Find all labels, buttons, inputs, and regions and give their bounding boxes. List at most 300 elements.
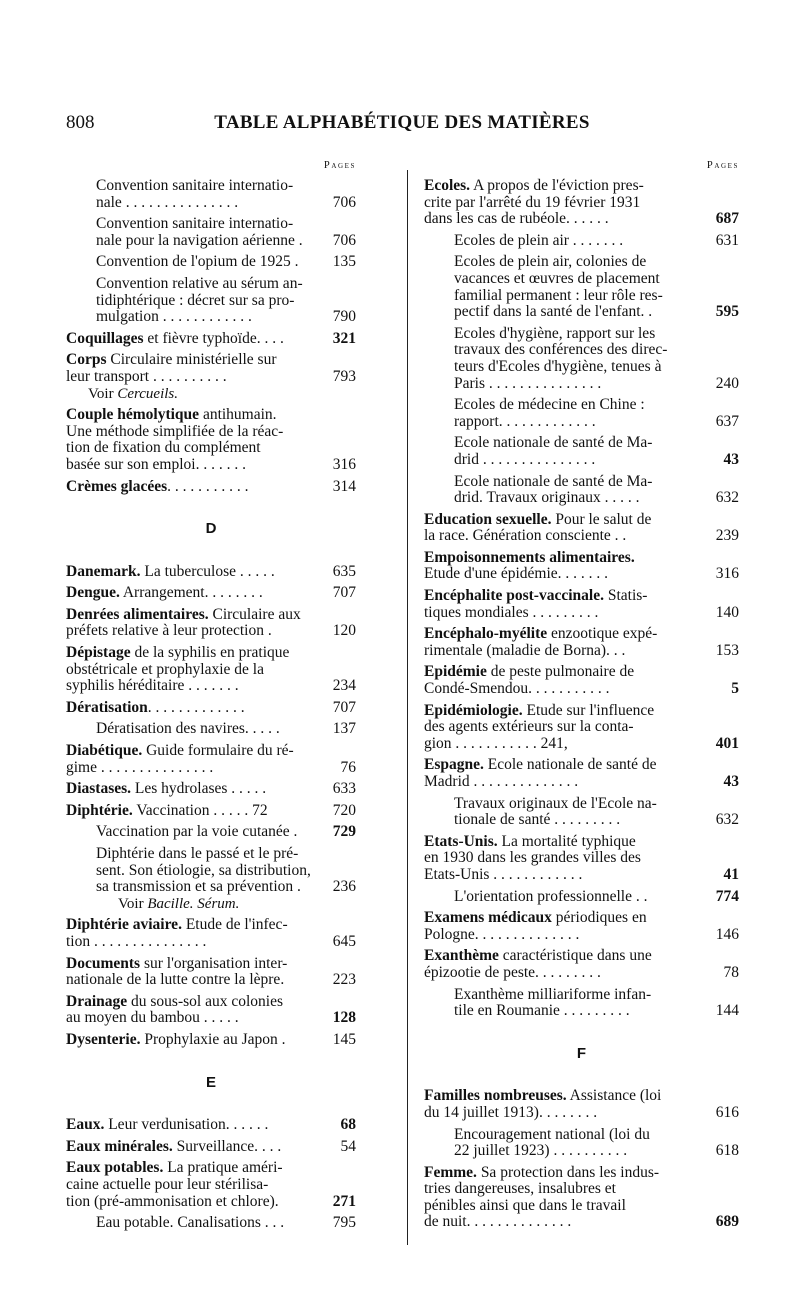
page-reference: 146 [715,925,739,943]
entry-line: rimentale (maladie de Borna). . . [424,641,626,659]
entry-line: . . . . . . . . . . . . . [147,698,245,716]
entry-line: Condé-Smendou. . . . . . . . . . . [424,680,610,698]
entry-term: Epidémie [424,663,487,681]
index-entry [424,664,739,697]
entry-text [66,331,312,348]
entry-term: Diphtérie. [66,801,133,819]
entry-line: Convention sanitaire internatio- [96,177,294,194]
entry-text [454,233,695,250]
entry-line: et fièvre typhoïde. . . . [143,329,284,347]
index-entry [66,803,356,820]
index-subentry [66,1215,356,1232]
page-reference: 795 [332,1214,356,1232]
entry-line: syphilis héréditaire . . . . . . . [66,677,239,695]
entry-line: mulgation . . . . . . . . . . . . [96,308,252,326]
entry-line: Dératisation des navires. . . . . [96,720,280,738]
entry-line: Diphtérie dans le passé et le pré- [96,845,299,862]
entry-term: Diphtérie aviaire. [66,916,182,934]
entry-text [424,626,695,659]
pages-label: Pages [706,160,739,171]
index-entry [424,550,739,583]
entry-line: Eau potable. Canalisations . . . [96,1214,285,1232]
entry-text [66,1117,312,1134]
entry-line: gion . . . . . . . . . . . 241, [424,734,568,752]
page-reference: 144 [715,1002,739,1020]
entry-term: Corps [66,351,107,369]
entry-line: de nuit. . . . . . . . . . . . . . [424,1213,572,1231]
entry-line: Arrangement. . . . . . . . [119,584,263,602]
entry-text [454,397,695,430]
index-subentry [66,276,356,326]
index-entry [66,407,356,473]
entry-text [454,435,695,468]
entry-term: Dengue. [66,584,120,602]
entry-text [66,994,312,1027]
index-entry [66,994,356,1027]
page-reference: 774 [715,887,739,905]
page-reference: 637 [715,412,739,430]
index-entry [424,834,739,884]
entry-text [96,721,312,738]
entry-line: Vaccination par la voie cutanée . [96,823,298,841]
entry-term: Empoisonnements alimentaires. [424,548,635,566]
entry-line: caractéristique dans une [498,947,652,965]
index-entry [66,564,356,581]
entry-text [424,512,695,545]
entry-term: Couple hémolytique [66,406,200,424]
entry-text [66,803,312,820]
entry-term: Espagne. [424,756,484,774]
index-entry [66,607,356,640]
entry-text [66,956,312,989]
entry-term: Crèmes glacées [66,477,168,495]
index-entry [66,917,356,950]
entry-line: Ecoles de médecine en Chine : [454,396,645,414]
entry-line: sent. Son étiologie, sa distribution, [96,861,311,879]
page-reference: 706 [332,231,356,249]
index-entry [424,703,739,753]
page-reference: 234 [332,677,356,695]
index-entry [66,1117,356,1134]
entry-line: Ecoles de plein air . . . . . . . [454,231,624,249]
index-subentry [424,397,739,430]
entry-text [96,824,312,841]
entry-line: L'orientation professionnelle . . [454,887,648,905]
page-reference: 316 [332,455,356,473]
entry-line: teurs d'Ecoles d'hygiène, tenues à [454,357,662,375]
entry-text [424,703,695,753]
index-subentry [424,254,739,320]
page-reference: 239 [715,527,739,545]
index-subentry [424,326,739,392]
entry-line: obstétricale et prophylaxie de la [66,660,264,678]
entry-line: gime . . . . . . . . . . . . . . . [66,758,214,776]
page-reference: 633 [332,780,356,798]
entry-line: Etude d'une épidémie. . . . . . . [424,565,609,583]
index-entry [66,1139,356,1156]
entry-term: Examens médicaux [424,909,552,927]
page-reference: 43 [723,450,739,468]
entry-text [96,178,312,211]
page-reference: 145 [332,1030,356,1048]
entry-text [66,564,312,581]
entry-line: tion . . . . . . . . . . . . . . . [66,932,207,950]
index-entry [66,585,356,602]
page-reference: 54 [340,1137,356,1155]
page-reference: 135 [332,253,356,271]
entry-term: Dératisation [66,698,148,716]
entry-line: drid. Travaux originaux . . . . . [454,489,640,507]
entry-line: vacances et œuvres de placement [454,269,660,287]
entry-line: en 1930 dans les grandes villes des [424,849,641,867]
entry-line: Etats-Unis . . . . . . . . . . . . [424,865,583,883]
entry-line: tries dangereuses, insalubres et [424,1180,616,1198]
index-entry [424,757,739,790]
index-entry [66,1032,356,1049]
entry-text [66,352,312,385]
entry-line: travaux des conférences des direc- [454,341,668,359]
entry-text [424,550,695,583]
entry-term: Education sexuelle. [424,510,552,528]
page-number: 808 [66,112,95,133]
entry-line: du 14 juillet 1913). . . . . . . . [424,1103,598,1121]
entry-line: 22 juillet 1923) . . . . . . . . . . [454,1142,628,1160]
entry-line: enzootique expé- [547,625,658,643]
entry-line: Convention relative au sérum an- [96,274,303,292]
entry-term: Diastases. [66,780,132,798]
entry-text [424,948,695,981]
page-header [66,112,738,142]
section-letter-heading: E [205,1073,216,1091]
entry-line: des agents extérieurs sur la conta- [424,718,634,736]
entry-text [66,645,312,695]
entry-line: épizootie de peste. . . . . . . . . [424,963,601,981]
index-entry [66,700,356,717]
page-reference: 5 [731,680,739,698]
page-reference: 645 [332,932,356,950]
page-reference: 43 [723,773,739,790]
entry-term: Exanthème [424,947,499,965]
index-column-right [424,158,739,1236]
entry-text [66,607,312,640]
page-reference: 635 [332,562,356,580]
entry-text [66,1160,312,1210]
entry-term: Dépistage [66,644,131,662]
pages-label: Pages [323,160,356,171]
page-reference: 240 [715,374,739,392]
page-reference: 706 [332,193,356,211]
index-subentry [66,721,356,738]
entry-line: basée sur son emploi. . . . . . . [66,455,246,473]
index-entry [424,1088,739,1121]
entry-text [96,846,312,896]
index-entry [66,352,356,402]
entry-term: Diabétique. [66,742,143,760]
entry-text [454,796,695,829]
entry-line: antihumain. [199,406,277,424]
index-subentry [66,824,356,841]
entry-term: Encéphalo-myélite [424,625,548,643]
entry-line: Assistance (loi [566,1087,662,1105]
entry-line: tionale de santé . . . . . . . . . [454,811,621,829]
entry-line: nale . . . . . . . . . . . . . . . [96,193,239,211]
entry-line: Circulaire aux [208,605,301,623]
entry-text [96,276,312,326]
entry-line: Ecoles de plein air, colonies de [454,253,647,271]
entry-line: tiques mondiales . . . . . . . . . [424,603,599,621]
entry-line: Convention de l'opium de 1925 . [96,253,299,271]
page-reference: 271 [332,1192,356,1210]
entry-wrap [66,351,356,385]
page-reference: 153 [715,641,739,659]
entry-text [96,1215,312,1232]
entry-line: A propos de l'éviction pres- [470,177,644,194]
entry-text [454,1127,695,1160]
entry-text [454,987,695,1020]
page-reference: 618 [715,1142,739,1160]
page-reference: 137 [332,720,356,738]
page-reference: 321 [332,329,356,347]
entry-text [424,1165,695,1231]
entry-term: Encéphalite post-vaccinale. [424,587,604,605]
entry-line: de la syphilis en pratique [130,644,290,662]
index-subentry [424,987,739,1020]
entry-term: Danemark. [66,562,141,580]
page-reference: 401 [715,734,739,752]
entry-text [424,664,695,697]
entry-line: Etude de l'infec- [181,916,288,934]
page-reference: 128 [332,1009,356,1027]
entry-text [66,781,312,798]
entry-text [454,254,695,320]
entry-line: Etude sur l'influence [522,701,655,719]
see-also [66,386,312,403]
entry-line: tidiphtérique : décret sur sa pro- [96,291,295,309]
index-entry [424,512,739,545]
index-subentry [424,435,739,468]
entry-term: Eaux. [66,1116,105,1134]
entry-line: du sous-sol aux colonies [127,992,283,1010]
entry-line: La mortalité typhique [497,832,636,850]
entry-line: Madrid . . . . . . . . . . . . . . [424,773,579,790]
entry-line: drid . . . . . . . . . . . . . . . [454,450,596,468]
entry-line: caine actuelle pour leur stérilisa- [66,1175,269,1193]
index-subentry [424,233,739,250]
page-reference: 632 [715,811,739,829]
index-column-left [66,158,356,1237]
entry-line: Travaux originaux de l'Ecole na- [454,794,657,812]
index-subentry [66,178,356,211]
page-reference: 120 [332,622,356,640]
entry-line: pectif dans la santé de l'enfant. . [454,303,653,321]
entry-term: Familles nombreuses. [424,1087,567,1105]
entry-line: La pratique améri- [163,1159,283,1177]
entry-line: Sa protection dans les indus- [476,1163,660,1181]
entry-term: Coquillages [66,329,144,347]
entry-text [66,743,312,776]
index-entries-right [424,178,739,1231]
entry-text [66,917,312,950]
entry-text [96,216,312,249]
entry-line: Les hydrolases . . . . . [131,780,267,798]
see-reference: Bacille. Sérum. [147,895,240,912]
index-subentry [424,796,739,829]
entry-term: Dysenterie. [66,1030,141,1048]
page-reference: 223 [332,971,356,989]
entry-line: familial permanent : leur rôle res- [454,286,663,304]
entry-line: Pour le salut de [551,510,652,528]
page-reference: 729 [332,823,356,841]
entry-line: Ecole nationale de santé de [483,756,657,774]
page-reference: 140 [715,603,739,621]
index-entry [66,781,356,798]
index-entry [424,178,739,228]
entry-line: préfets relative à leur protection . [66,622,272,640]
see-reference: Cercueils. [117,385,178,402]
entry-term: Ecoles. [424,177,471,194]
entry-wrap [96,845,356,896]
entry-line: sa transmission et sa prévention . [96,878,301,896]
page-reference: 707 [332,584,356,602]
index-entry [66,1160,356,1210]
page-reference: 631 [715,231,739,249]
entry-line: Exanthème milliariforme infan- [454,985,652,1003]
entry-line: la race. Génération consciente . . [424,527,627,545]
index-entry [66,743,356,776]
index-subentry [424,889,739,906]
entry-text [424,910,695,943]
entry-text [96,254,312,271]
page-reference: 76 [340,758,356,776]
entry-term: Drainage [66,992,128,1010]
index-subentry [424,474,739,507]
see-label: Voir [88,385,118,402]
index-entry [424,588,739,621]
index-entry [424,948,739,981]
section-letter-heading: F [576,1044,587,1062]
entry-line: Vaccination . . . . . 72 [132,801,268,819]
entry-line: Circulaire ministérielle sur [106,351,277,369]
page-reference: 41 [723,865,739,883]
entry-text [66,1139,312,1156]
page-reference: 78 [723,963,739,981]
entry-text [66,1032,312,1049]
entry-text [66,407,312,473]
running-title: TABLE ALPHABÉTIQUE DES MATIÈRES [214,112,590,133]
index-entry [424,626,739,659]
index-entry [424,1165,739,1231]
entry-line: Pologne. . . . . . . . . . . . . . [424,925,580,943]
page-reference: 68 [340,1116,356,1134]
entry-line: périodiques en [551,909,647,927]
entry-line: rapport. . . . . . . . . . . . . [454,412,596,430]
see-label: Voir [118,895,148,912]
page-reference: 793 [332,367,356,385]
entry-line: . . . . . . . . . . . [167,477,249,495]
entry-line: Guide formulaire du ré- [142,742,294,760]
page-reference: 790 [332,308,356,326]
entry-line: Paris . . . . . . . . . . . . . . . [454,374,602,392]
entry-term: Etats-Unis. [424,832,498,850]
entry-text [424,178,695,228]
index-subentry [424,1127,739,1160]
page-reference: 316 [715,565,739,583]
entry-term: Eaux potables. [66,1159,164,1177]
page-reference: 707 [332,698,356,716]
entry-line: dans les cas de rubéole. . . . . . [424,210,609,228]
page-reference: 314 [332,477,356,495]
see-also [96,896,312,913]
index-entry [66,331,356,348]
entry-line: Prophylaxie au Japon . [140,1030,286,1048]
entry-line: Ecole nationale de santé de Ma- [454,472,653,490]
entry-text [66,585,312,602]
entry-line: Leur verdunisation. . . . . . [104,1116,269,1134]
index-entry [424,910,739,943]
entry-line: nale pour la navigation aérienne . [96,231,303,249]
column-divider [407,170,408,1245]
entry-line: Encouragement national (loi du [454,1125,650,1143]
page-reference: 616 [715,1103,739,1121]
entry-line: pénibles ainsi que dans le travail [424,1196,626,1214]
entry-line: de peste pulmonaire de [486,663,635,681]
page-reference: 687 [715,210,739,228]
entry-text [424,588,695,621]
index-entry [66,956,356,989]
page-reference: 720 [332,801,356,819]
index-entry [66,479,356,496]
entry-line: Statis- [603,587,648,605]
entry-line: au moyen du bambou . . . . . [66,1009,239,1027]
page-reference: 689 [715,1213,739,1231]
section-letter-heading: D [205,520,217,538]
entry-text [66,700,312,717]
entry-text [454,474,695,507]
entry-line: tion (pré-ammonisation et chlore). [66,1192,279,1210]
index-subentry [66,254,356,271]
entry-line: sur l'organisation inter- [140,954,288,972]
entry-term: Denrées alimentaires. [66,605,209,623]
index-subentry [66,216,356,249]
entry-line: Ecoles d'hygiène, rapport sur les [454,324,656,342]
page-reference: 632 [715,489,739,507]
entry-text [454,889,695,906]
index-entry [66,645,356,695]
entry-line: crite par l'arrêté du 19 février 1931 [424,193,641,211]
index-subentry [66,846,356,912]
entry-line: Ecole nationale de santé de Ma- [454,434,653,452]
entry-text [424,1088,695,1121]
entry-line: tile en Roumanie . . . . . . . . . [454,1002,630,1020]
entry-term: Documents [66,954,141,972]
entry-line: tion de fixation du complément [66,439,261,457]
entry-text [454,326,695,392]
entry-text [66,479,312,496]
page-reference: 595 [715,303,739,321]
index-entries-left [66,178,356,1232]
entry-line: Convention sanitaire internatio- [96,215,294,233]
entry-text [424,757,695,790]
entry-line: nationale de la lutte contre la lèpre. [66,971,285,989]
entry-line: La tuberculose . . . . . [140,562,275,580]
entry-term: Femme. [424,1163,477,1181]
entry-line: leur transport . . . . . . . . . . [66,367,227,385]
entry-text [424,834,695,884]
entry-line: Surveillance. . . . [172,1137,282,1155]
page-reference: 236 [332,878,356,896]
entry-term: Eaux minérales. [66,1137,173,1155]
entry-line: Une méthode simplifiée de la réac- [66,422,284,440]
